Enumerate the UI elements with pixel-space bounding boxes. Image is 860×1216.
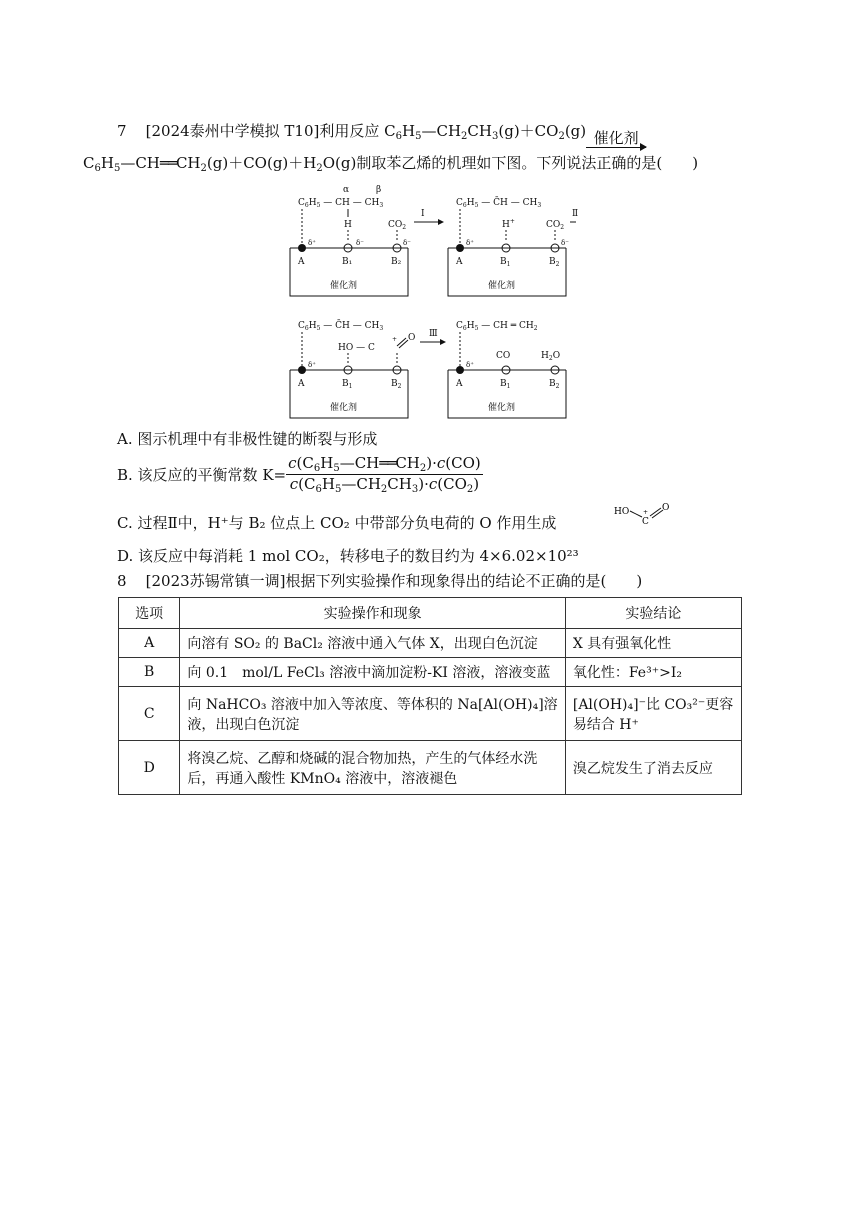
step-iii-label: Ⅲ — [429, 329, 438, 339]
svg-text:δ⁺: δ⁺ — [466, 239, 474, 247]
catalyst-arrow — [586, 129, 646, 148]
svg-text:HO — C: HO — C — [338, 343, 375, 353]
option-c — [117, 503, 670, 533]
svg-text:δ⁻: δ⁻ — [561, 239, 569, 247]
svg-text:B1: $B_1$ — [500, 379, 511, 390]
table-row — [119, 687, 742, 741]
table-row — [119, 741, 742, 795]
site-b2-label: B₂ — [391, 257, 402, 267]
svg-text:C6H5 — CH — CH3: $C_6H_5$ — CH — $CH_3$ — [298, 198, 384, 209]
table-header-row — [119, 598, 742, 629]
svg-text:B2: $B_2$ — [391, 379, 402, 390]
cell-conclusion: 氧化性：Fe³⁺>I₂ — [565, 658, 741, 687]
panel-4 — [448, 321, 566, 418]
svg-text:H2O: $H_2O$ — [541, 351, 561, 362]
table-row — [119, 658, 742, 687]
svg-text:C6H5 — CH ═ CH2: $C_6H_5$ — CH ═ $CH_2$ — [456, 321, 538, 332]
question-7-stem-line1: 7 [2024泰州中学模拟 T10]利用反应 $C_6H_5—CH_2CH_3(g)+CO_2(g)$ 催化剂 — [117, 120, 646, 148]
stem-text: 利用反应 — [319, 122, 385, 140]
cell-option: C — [119, 687, 180, 741]
option-b-text: B. 该反应的平衡常数 K= — [117, 466, 287, 484]
header-option: 选项 — [119, 598, 180, 629]
svg-text:C6H5 — C̄H — CH3: $C_6H_5$ — C̄H — $CH_3$ — [298, 321, 384, 332]
svg-text:CO: CO — [496, 351, 511, 361]
svg-text:δ⁺: δ⁺ — [308, 239, 316, 247]
equilibrium-fraction: $\frac{c(C_6H_5—CH══CH_2)\cdot c(CO)}{c(C_6H_5—CH_2CH_3)\cdot c(CO_2)}$ — [288, 454, 481, 495]
svg-text:HO: HO — [614, 507, 630, 517]
cell-operation: 向溶有 SO₂ 的 BaCl₂ 溶液中通入气体 X，出现白色沉淀 — [180, 629, 565, 658]
experiment-table — [118, 597, 742, 795]
cell-option: A — [119, 629, 180, 658]
step-ii-label: Ⅱ — [572, 209, 579, 219]
cell-operation: 向 NaHCO₃ 溶液中加入等浓度、等体积的 Na[Al(OH)₄]溶液，出现白色沉淀 — [180, 687, 565, 741]
svg-text:B1: $B_1$ — [342, 379, 353, 390]
svg-text:催化剂: 催化剂 — [488, 403, 516, 413]
cell-conclusion: 溴乙烷发生了消去反应 — [565, 741, 741, 795]
svg-text:+: + — [643, 509, 649, 516]
catalyst-label: 催化剂 — [593, 129, 639, 147]
svg-text:A: A — [456, 379, 463, 389]
header-conclusion: 实验结论 — [565, 598, 741, 629]
svg-text:δ⁻: δ⁻ — [403, 239, 411, 247]
catalyst-box-label: 催化剂 — [330, 281, 358, 291]
svg-text:CO2: $CO_2$ — [388, 220, 407, 231]
step-i-label: Ⅰ — [421, 209, 425, 219]
cell-conclusion: [Al(OH)₄]⁻比 CO₃²⁻更容易结合 H⁺ — [565, 687, 741, 741]
svg-text:C: C — [642, 517, 649, 527]
header-operation: 实验操作和现象 — [180, 598, 565, 629]
svg-text:H+: H+ — [502, 218, 515, 230]
cell-conclusion: X 具有强氧化性 — [565, 629, 741, 658]
option-a: A. 图示机理中有非极性键的断裂与形成 — [117, 430, 378, 448]
panel-3 — [290, 319, 415, 418]
cell-operation: 将溴乙烷、乙醇和烧碱的混合物加热，产生的气体经水洗后，再通入酸性 KMnO₄ 溶液中，溶液褪色 — [180, 741, 565, 795]
cell-option: B — [119, 658, 180, 687]
cell-operation: 向 0.1 mol/L FeCl₃ 溶液中滴加淀粉-KI 溶液，溶液变蓝 — [180, 658, 565, 687]
svg-text:催化剂: 催化剂 — [330, 403, 358, 413]
svg-text:A: A — [298, 379, 305, 389]
question-7-stem-line2: $C_6H_5—CH══CH_2(g)+CO(g)+H_2O(g)$制取苯乙烯的机理如下图。下列说法正确的是( ) — [83, 154, 699, 174]
svg-text:B2: $B_2$ — [549, 257, 560, 268]
svg-text:O: O — [408, 333, 416, 343]
question-8-stem — [117, 570, 642, 592]
table-row — [119, 629, 742, 658]
svg-text:O: O — [662, 503, 670, 513]
question-source: [2024泰州中学模拟 T10] — [145, 122, 320, 140]
alpha-label: α — [343, 185, 350, 195]
site-b1-label: B₁ — [342, 257, 353, 267]
cell-option: D — [119, 741, 180, 795]
svg-text:δ⁺: δ⁺ — [466, 361, 474, 369]
panel-1 — [290, 185, 411, 296]
mechanism-diagram — [280, 180, 580, 425]
svg-text:C6H5 — C̄H — CH3: $C_6H_5$ — C̄H — $CH_3$ — [456, 198, 542, 209]
svg-text:δ⁻: δ⁻ — [356, 239, 364, 247]
question-number: 7 — [117, 122, 127, 140]
question-source: [2023苏锡常镇一调] — [145, 572, 286, 590]
option-c-text: C. 过程Ⅱ中，H⁺与 B₂ 位点上 CO₂ 中带部分负电荷的 O 作用生成 — [117, 514, 557, 532]
option-b — [117, 454, 483, 495]
question-number: 8 — [117, 572, 127, 590]
svg-text:催化剂: 催化剂 — [488, 281, 516, 291]
svg-text:+: + — [392, 336, 398, 343]
stem-text: 制取苯乙烯的机理如下图。下列说法正确的是( ) — [356, 154, 699, 172]
option-d: D. 该反应中每消耗 1 mol CO₂，转移电子的数目约为 4×6.02×10²³ — [117, 547, 579, 565]
svg-text:H: H — [344, 220, 352, 230]
svg-text:B2: $B_2$ — [549, 379, 560, 390]
svg-text:δ⁺: δ⁺ — [308, 361, 316, 369]
svg-text:CO2: $CO_2$ — [546, 220, 565, 231]
panel-2 — [448, 196, 569, 296]
svg-text:B1: $B_1$ — [500, 257, 511, 268]
stem-text: 根据下列实验操作和现象得出的结论不正确的是( ) — [285, 572, 643, 590]
site-a-label: A — [298, 257, 305, 267]
svg-text:A: A — [456, 257, 463, 267]
beta-label: β — [376, 185, 382, 195]
hocoo-structure — [612, 500, 682, 530]
